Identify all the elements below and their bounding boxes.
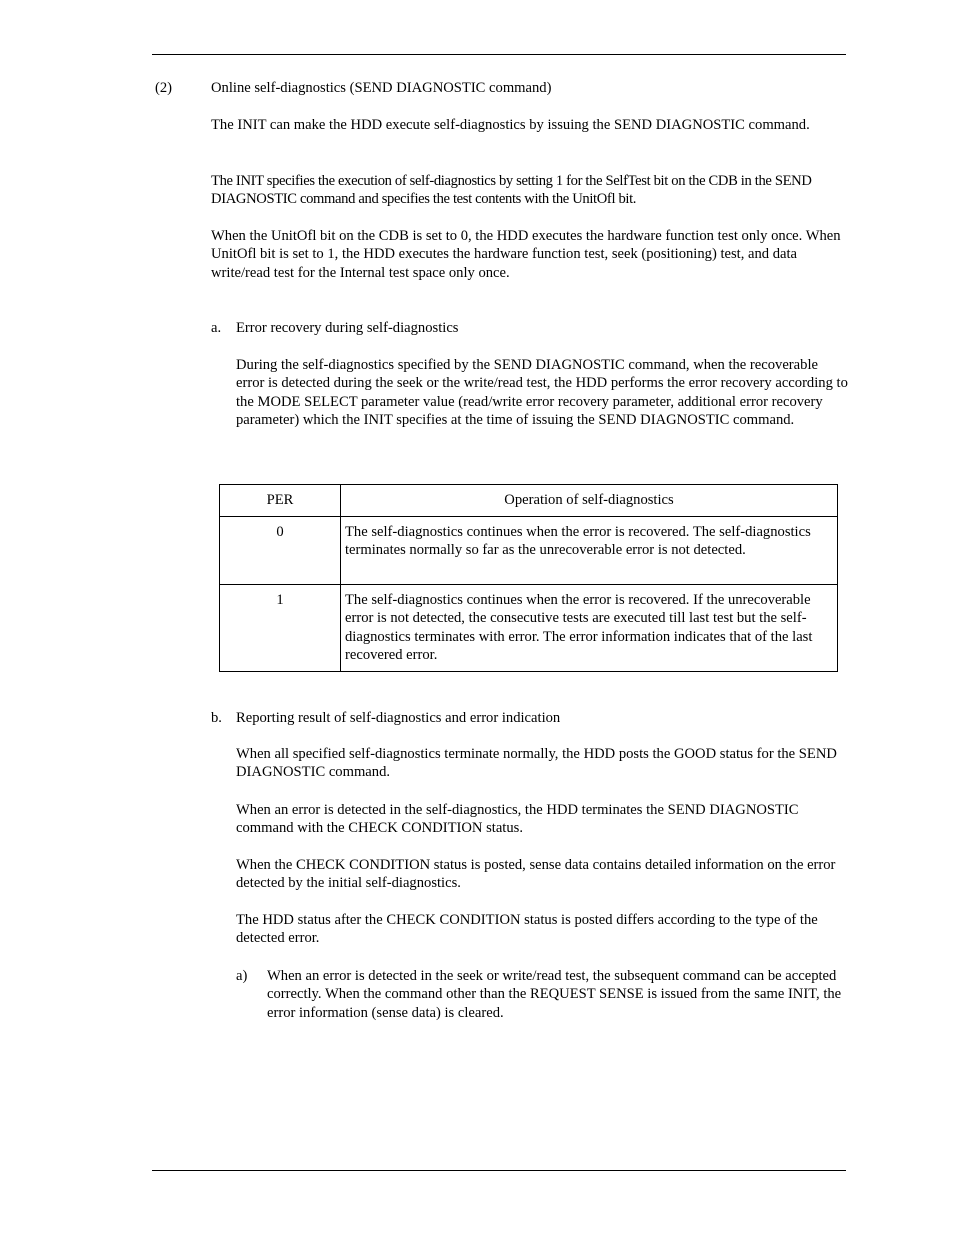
subsection-b-paragraph-2: When an error is detected in the self-diagnostics, the HDD terminates the SEND DIAGNOSTIC command with the CHECK CONDITION status.	[236, 802, 799, 837]
table-cell-operation: The self-diagnostics continues when the error is recovered. The self-diagnostics terminates normally so far as the unrecoverable error is not detected.	[341, 517, 838, 585]
list-item-text: When an error is detected in the seek or write/read test, the subsequent command can be accepted correctly. When the command other than the REQUEST SENSE is issued from the same INIT, the error information (sense data) is cleared.	[267, 968, 842, 1021]
section-paragraph-2: The INIT specifies the execution of self-diagnostics by setting 1 for the SelfTest bit on the CDB in the SEND DIAGNOSTIC command and specifies the test contents with the UnitOfl bit.	[211, 173, 812, 208]
subsection-b-paragraph-1: When all specified self-diagnostics terminate normally, the HDD posts the GOOD status for the SEND DIAGNOSTIC command.	[236, 746, 837, 781]
subsection-b-marker: b.	[211, 710, 222, 726]
table-row	[220, 585, 838, 672]
subsection-a-title: Error recovery during self-diagnostics	[236, 320, 459, 336]
table-header-row	[220, 485, 838, 517]
table-cell-per: 1	[220, 585, 341, 672]
subsection-b-paragraph-3: When the CHECK CONDITION status is posted, sense data contains detailed information on the error detected by the initial self-diagnostics.	[236, 857, 836, 892]
table-cell-operation: The self-diagnostics continues when the error is recovered. If the unrecoverable error is not detected, the consecutive tests are executed till last test but the self-diagnostics terminates with error. The error information indicates that of the last recovered error.	[341, 585, 838, 672]
header-rule	[152, 54, 846, 55]
subsection-a-paragraph: During the self-diagnostics specified by the SEND DIAGNOSTIC command, when the recoverable error is detected during the seek or the write/read test, the HDD performs the error recovery according to the MODE SELECT parameter value (read/write error recovery parameter, additional error recovery parameter) which the INIT specifies at the time of issuing the SEND DIAGNOSTIC command.	[236, 357, 848, 429]
section-title: Online self-diagnostics (SEND DIAGNOSTIC command)	[211, 80, 552, 96]
section-paragraph-1: The INIT can make the HDD execute self-diagnostics by issuing the SEND DIAGNOSTIC command.	[211, 117, 810, 133]
subsection-b-paragraph-4: The HDD status after the CHECK CONDITION status is posted differs according to the type of the detected error.	[236, 912, 818, 947]
section-number: (2)	[155, 80, 173, 96]
footer-rule	[152, 1170, 846, 1171]
list-item-marker: a)	[236, 968, 248, 984]
subsection-b-title: Reporting result of self-diagnostics and error indication	[236, 710, 561, 726]
table-header-operation: Operation of self-diagnostics	[341, 485, 838, 517]
section-paragraph-3: When the UnitOfl bit on the CDB is set to 0, the HDD executes the hardware function test only once. When UnitOfl bit is set to 1, the HDD executes the hardware function test, seek (positioning) test, and data write/read test for the Internal test space only once.	[211, 228, 841, 281]
table-row	[220, 517, 838, 585]
table-header-per: PER	[220, 485, 341, 517]
table-cell-per: 0	[220, 517, 341, 585]
subsection-a-marker: a.	[211, 320, 222, 336]
per-operation-table	[219, 484, 838, 672]
